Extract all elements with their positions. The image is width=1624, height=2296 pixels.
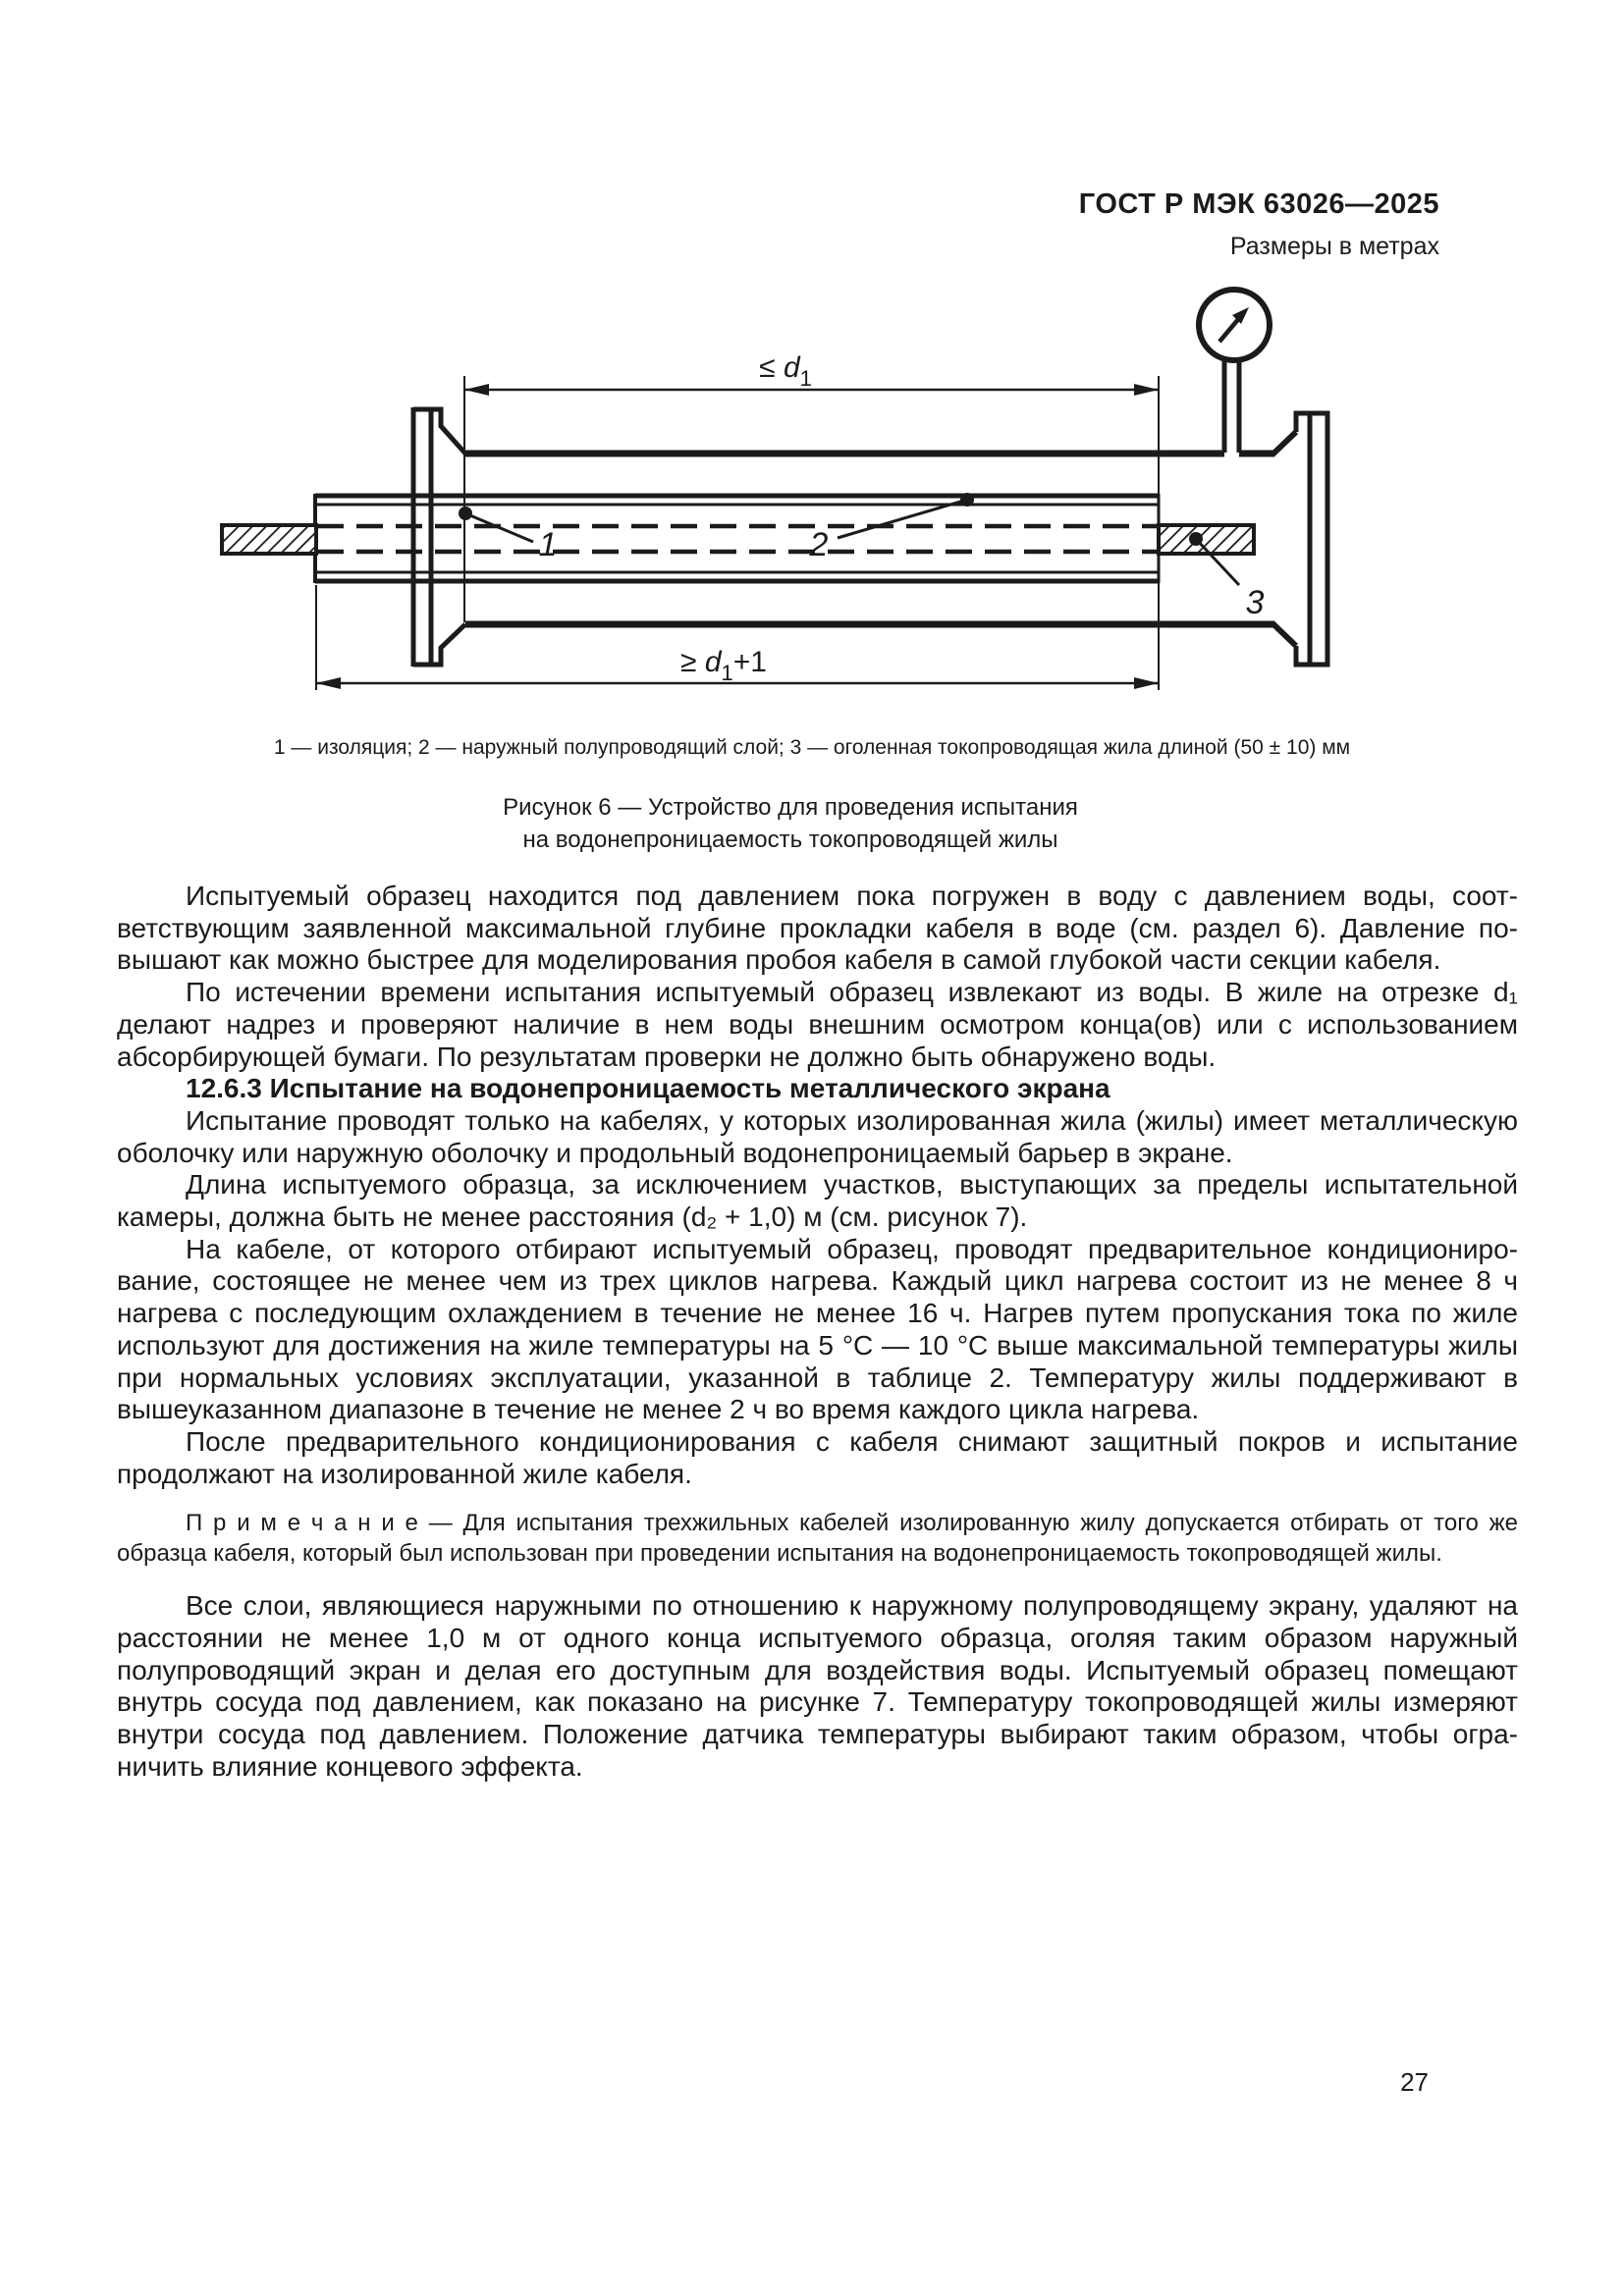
- figure-title: [22, 791, 1559, 856]
- document-header: ГОСТ Р МЭК 63026—2025: [1078, 188, 1439, 220]
- pressure-gauge-icon: [1199, 290, 1270, 453]
- figure-6-diagram: [0, 0, 1624, 775]
- paragraph: На кабеле, от которого отбирают испытуемый образец, проводят предварительное кондиционирование, состоящее не менее чем из трех циклов нагрева. Каждый цикл нагрева состоит из не менее 8 ч нагрева с последующим охлаждением в течение не менее 16 ч. Нагрев путем пропускания тока по жиле используют для достижения на жиле температуры на 5 °С — 10 °С выше максимальной температуры жилы при нормальных условиях эксплуатации, указанной в таблице 2. Температуру жилы поддерживают в вышеуказанном диапазоне в течение не менее 2 ч во время каждого цикла нагрева.: [117, 1233, 1518, 1425]
- figure-title-line: Рисунок 6 — Устройство для проведения испытания: [503, 794, 1078, 821]
- callout-1-insulation: [459, 507, 557, 563]
- conductor-center-dashed-lines: [317, 526, 1159, 552]
- section-heading: 12.6.3 Испытание на водонепроницаемость металлического экрана: [186, 1073, 1110, 1104]
- note-paragraph: П р и м е ч а н и е — Для испытания трехжильных кабелей изолированную жилу допускается отбирать от того же образца кабеля, который был использован при проведении испытания на водонепроницаемость токопроводящей жилы.: [117, 1510, 1518, 1568]
- paragraph: Испытуемый образец находится под давлением пока погружен в воду с давлением воды, соответствующим заявленной максимальной глубине прокладки кабеля в воде (см. раздел 6). Давление повышают как можно быстрее для моделирования пробоя кабеля в самой глубокой части секции кабеля.: [117, 881, 1518, 976]
- right-flange: [1296, 413, 1327, 665]
- figure-title-line: на водонепроницаемость токопроводящей жилы: [522, 827, 1058, 853]
- paragraph: Все слои, являющиеся наружными по отношению к наружному полупроводящему экрану, удаляют на расстоянии не менее 1,0 м от одного конца испытуемого образца, оголяя таким образом наружный полупроводящий экран и делая его доступным для воздействия воды. Испытуемый образец помещают внутрь сосуда под давлением, как показано на рисунке 7. Температуру токопроводящей жилы измеряют внутри сосуда под давлением. Положение датчика температуры выбирают таким образом, чтобы ограничить влияние концевого эффекта.: [117, 1590, 1518, 1782]
- callout-1-label: 1: [538, 526, 558, 563]
- dimension-d1-plus-1-label: ≥ $d_1+1$: [680, 646, 767, 685]
- paragraph: Испытание проводят только на кабелях, у которых изолированная жила (жилы) имеет металлическую оболочку или наружную оболочку и продольный водонепроницаемый барьер в экране.: [117, 1104, 1518, 1168]
- body-text: [117, 881, 1518, 1784]
- dimension-d1-label: ≤ $d_1$: [759, 351, 812, 391]
- left-flange: [413, 407, 465, 667]
- paragraph: По истечении времени испытания испытуемый образец извлекают из воды. В жиле на отрезке d₁ делают надрез и проверяют наличие в нем воды внешним осмотром конца(ов) или с использованием абсорбирующей бумаги. По результатам проверки не должно быть обнаружено воды.: [117, 977, 1518, 1072]
- units-note: Размеры в метрах: [1229, 233, 1439, 260]
- page-number: 27: [1400, 2067, 1429, 2097]
- paragraph: Длина испытуемого образца, за исключением участков, выступающих за пределы испытательной камеры, должна быть не менее расстояния (d₂ + 1,0) м (см. рисунок 7).: [117, 1169, 1518, 1233]
- paragraph: После предварительного кондиционирования с кабеля снимают защитный покров и испытание продолжают на изолированной жиле кабеля.: [117, 1425, 1518, 1489]
- bare-conductor-left: [222, 525, 316, 554]
- callout-3-label: 3: [1245, 584, 1265, 621]
- cable-specimen: [315, 494, 1159, 583]
- callout-2-label: 2: [809, 526, 829, 563]
- dimension-d1: [464, 351, 1159, 690]
- figure-caption: 1 — изоляция; 2 — наружный полупроводящий слой; 3 — оголенная токопроводящая жила длиной (50 ± 10) мм: [273, 736, 1351, 759]
- dimension-d1-plus-1: [316, 585, 1159, 690]
